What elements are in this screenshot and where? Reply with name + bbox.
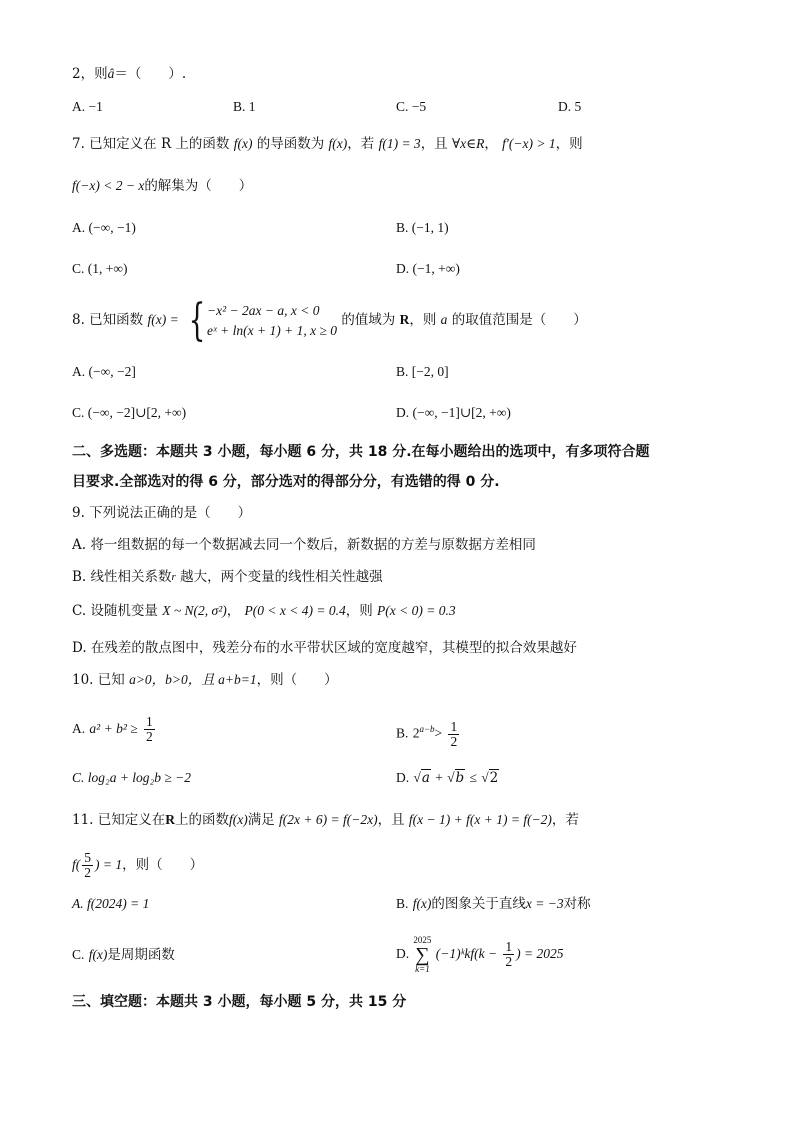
q11-frac [82, 851, 93, 880]
q10-d-label: D. [396, 770, 410, 785]
q10-option-c [72, 768, 191, 788]
q10-a-expr: a² + b² ≥ [89, 721, 138, 736]
q11-line2-end: ) = 1 [95, 857, 123, 872]
sigma-icon: ∑ [415, 943, 430, 966]
q11-line2-text: ，则（ ） [122, 857, 204, 873]
q10-option-a [72, 714, 157, 744]
q7-line2-text: 的解集为（ ） [144, 178, 253, 194]
q10-b-gt: > [434, 725, 443, 741]
q8-stem [72, 294, 587, 346]
q10-stem [72, 670, 338, 690]
q8-option-b: B. [−2, 0] [396, 364, 449, 379]
q10-a-frac [144, 715, 155, 744]
q8-stem-d: 的取值范围是（ ） [451, 312, 587, 328]
q8-option-d: D. (−∞, −1]∪[2, +∞) [396, 405, 511, 420]
q9-option-d: D. 在残差的散点图中，残差分布的水平带状区域的宽度越窄，其模型的拟合效果越好 [72, 640, 577, 656]
q7-stem-line2 [72, 176, 252, 196]
q7-stem-d: ，且 [420, 136, 448, 152]
q11-frac-num: 5 [84, 850, 91, 865]
frac-num: 1 [505, 939, 513, 954]
q9-option-a: A. 将一组数据的每一个数据减去同一个数后，新数据的方差与原数据方差相同 [72, 537, 536, 553]
q9-b-r: r [171, 571, 176, 583]
q10-a-label: A. [72, 721, 86, 736]
q11-line2-f: f( [72, 857, 81, 872]
q10-option-d [396, 768, 499, 788]
q10-b-label: B. [396, 725, 409, 741]
q6-tail-end: ＝（ ）. [114, 66, 187, 82]
q8-stem-c: ，则 [409, 312, 437, 328]
q7-stem-e: ， [484, 136, 498, 152]
q11-stem-line2 [72, 850, 203, 880]
q8-case2: eˣ + ln(x + 1) + 1, x ≥ 0 [206, 322, 338, 338]
sqrt-icon: √ [413, 770, 421, 785]
q7-fx: f(x) [233, 136, 253, 151]
q11-option-b [396, 894, 591, 914]
q8-fx: f(x) = [147, 312, 179, 327]
q7-derivative: f(x) [328, 136, 348, 151]
q7-inequality: f(−x) < 2 − x [72, 178, 145, 193]
q11-a-expr: A. f(2024) = 1 [72, 896, 150, 911]
q7-option-d: D. (−1, +∞) [396, 261, 460, 276]
q7-stem [72, 134, 583, 154]
q9-c-dist: X ~ N(2, σ²) [162, 603, 227, 618]
frac-den: 2 [450, 733, 458, 749]
section2-heading-line1: 二、多选题：本题共 3 小题，每小题 6 分，共 18 分.在每小题给出的选项中，有多项符合题 [72, 444, 650, 460]
q6-option-c: C. −5 [396, 99, 427, 114]
q11-eq1: f(2x + 6) = f(−2x) [279, 812, 378, 827]
q6-option-a: A. −1 [72, 99, 103, 114]
section3-heading: 三、填空题：本题共 3 小题，每小题 5 分，共 15 分 [72, 994, 407, 1010]
q11-stem-c: 满足 [247, 812, 275, 828]
q10-d-le: ≤ [469, 770, 477, 785]
q8-a: a [440, 312, 448, 327]
q10-b-frac [448, 720, 459, 749]
q11-option-c [72, 945, 175, 965]
q11-b-fx: f(x) [412, 896, 432, 911]
q10-d-a: a [421, 770, 430, 786]
sqrt-icon: √ [481, 770, 489, 785]
q10-b-base: 2 [412, 725, 420, 741]
q9-option-b [72, 567, 383, 587]
q9-c-p2: P(x < 0) = 0.3 [377, 603, 456, 618]
q11-stem-e: ，若 [551, 812, 579, 828]
q11-stem-b: 上的函数 [175, 812, 230, 828]
q10-b-exp: a−b [419, 724, 435, 734]
q9-stem: 9. 下列说法正确的是（ ） [72, 505, 252, 521]
q11-c-label: C. [72, 947, 85, 962]
q8-case1: −x² − 2ax − a, x < 0 [206, 302, 320, 318]
q11-d-label: D. [396, 946, 410, 961]
q10-stem-b: ，则（ ） [256, 672, 338, 688]
q8-option-c: C. (−∞, −2]∪[2, +∞) [72, 405, 187, 420]
q11-d-frac [503, 940, 514, 969]
q6-tail-text: 2，则 [72, 66, 108, 82]
q7-stem-a: 7. 已知定义在 R 上的函数 [72, 136, 230, 152]
q11-c-fx: f(x) [88, 947, 108, 962]
q10-stem-a: 10. 已知 [72, 672, 125, 688]
q7-cond2: ∀x∈R [451, 136, 485, 151]
q9-b-b: 越大，两个变量的线性相关性越强 [180, 569, 383, 585]
q11-stem [72, 810, 579, 830]
q11-d-end: ) = 2025 [516, 946, 564, 961]
q10-d-plus: + [435, 770, 443, 785]
q10-d-c: 2 [489, 770, 499, 786]
q8-cases [207, 301, 337, 341]
sqrt-icon: √ [447, 770, 455, 785]
q6-option-b: B. 1 [233, 99, 256, 114]
q7-option-a: A. (−∞, −1) [72, 220, 136, 235]
q11-fx: f(x) [229, 812, 248, 827]
q7-stem-f: ，则 [555, 136, 583, 152]
q8-stem-a: 8. 已知函数 [72, 312, 144, 328]
q8-option-a: A. (−∞, −2] [72, 364, 136, 379]
q9-b-a: B. 线性相关系数 [72, 569, 172, 585]
q11-frac-den: 2 [84, 865, 91, 880]
q6-a-hat: â [107, 66, 115, 81]
q11-b-end: 对称 [563, 896, 591, 912]
q6-option-d: D. 5 [558, 99, 582, 114]
q10-d-b: b [455, 770, 465, 786]
q9-c-b: ， [226, 603, 241, 619]
q7-cond3: f′(−x) > 1 [502, 136, 556, 151]
left-brace-icon: { [188, 294, 206, 346]
q9-c-p1: P(0 < x < 4) = 0.4 [244, 603, 346, 618]
q11-eq2: f(x − 1) + f(x + 1) = f(−2) [408, 812, 552, 827]
q7-option-b: B. (−1, 1) [396, 220, 449, 235]
q11-stem-a: 11. 已知定义在 [72, 812, 166, 828]
q7-stem-c: ，若 [347, 136, 375, 152]
q11-b-line: x = −3 [525, 896, 564, 911]
q11-b-label: B. [396, 896, 409, 911]
q11-option-a [72, 894, 149, 914]
q9-c-a: C. 设随机变量 [72, 603, 158, 619]
frac-den: 2 [145, 729, 153, 744]
q7-cond1: f(1) = 3 [378, 136, 421, 151]
q7-stem-b: 的导函数为 [256, 136, 325, 152]
q11-option-d [396, 932, 564, 976]
q6-tail [72, 64, 186, 84]
q10-cond: a>0，b>0，且 a+b=1 [129, 672, 257, 687]
q11-stem-d: ，且 [377, 812, 405, 828]
frac-num: 1 [450, 718, 458, 734]
frac-den: 2 [505, 954, 513, 969]
q7-option-c: C. (1, +∞) [72, 261, 128, 276]
q10-c-expr: C. log₂a + log₂b ≥ −2 [72, 770, 192, 785]
q8-stem-b: 的值域为 [341, 312, 396, 328]
q11-c-text: 是周期函数 [107, 947, 175, 963]
q9-option-c [72, 601, 456, 621]
frac-num: 1 [145, 714, 153, 729]
q8-R: R [399, 312, 410, 327]
q11-d-expr: (−1)ᵏkf(k − [435, 946, 498, 961]
q10-option-b [396, 714, 461, 749]
sum-upper: 2025 [413, 934, 432, 945]
q11-R: R [165, 812, 176, 827]
q11-d-sum [413, 935, 431, 975]
sum-lower: k=1 [415, 963, 430, 974]
q9-c-c: ，则 [345, 603, 373, 619]
section2-heading-line2: 目要求.全部选对的得 6 分，部分选对的得部分分，有选错的得 0 分. [72, 474, 500, 490]
q11-b-text: 的图象关于直线 [431, 896, 526, 912]
